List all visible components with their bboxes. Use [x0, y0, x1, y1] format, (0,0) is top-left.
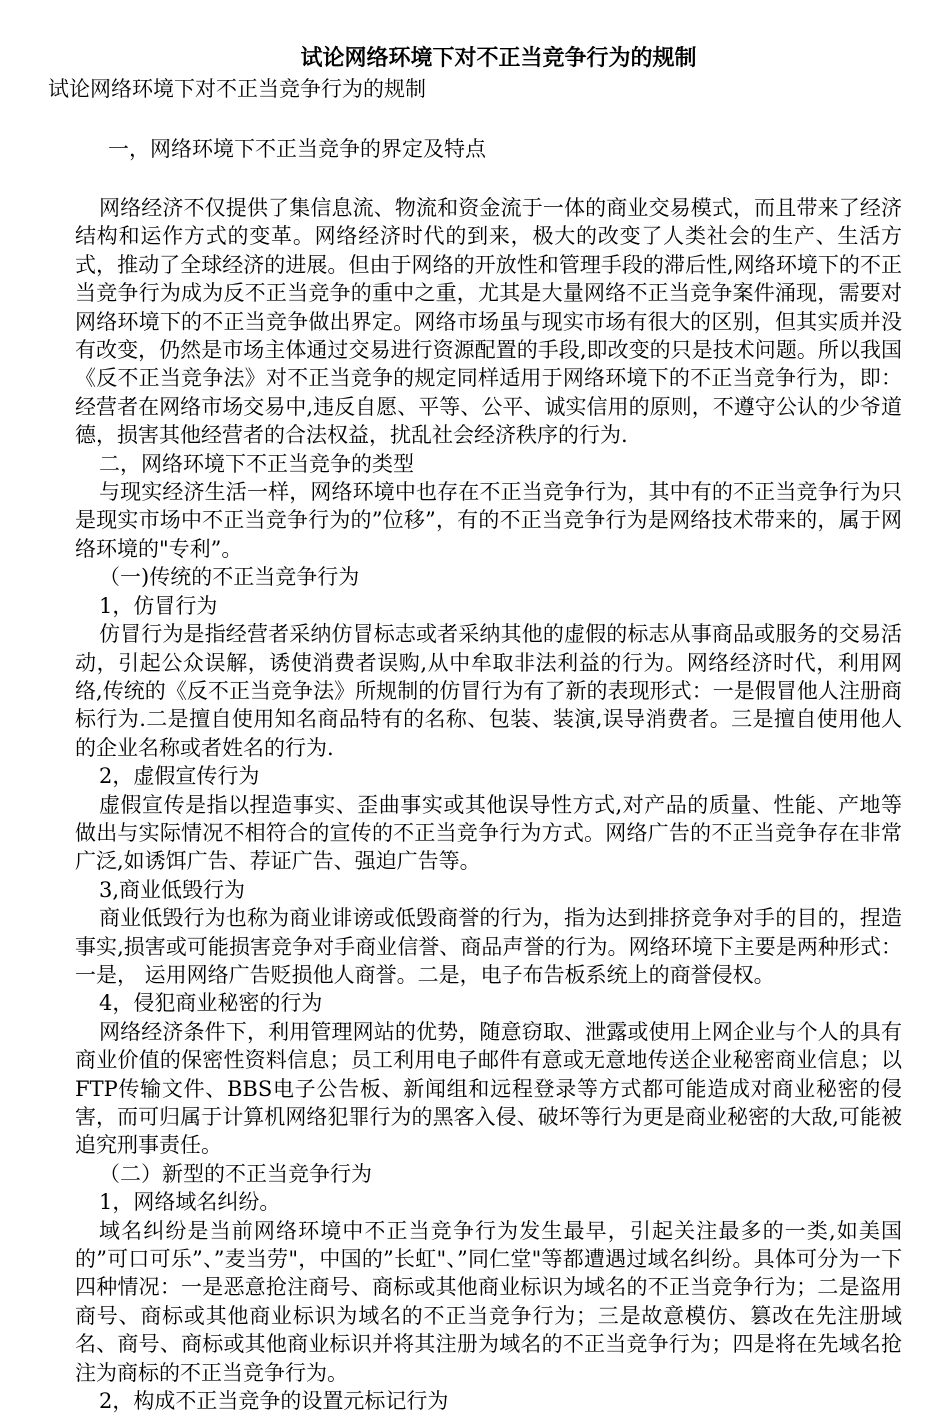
- subsection-heading-new-type: （二）新型的不正当竞争行为: [99, 1161, 372, 1186]
- blank-line: [75, 104, 902, 134]
- document-subtitle: 试论网络环境下对不正当竞争行为的规制: [48, 77, 426, 101]
- item-heading-false-advertising: 2，虚假宣传行为: [99, 764, 260, 789]
- paragraph-defamation: 商业低毁行为也称为商业诽谤或低毁商誉的行为，指为达到排挤竞争对手的目的，捏造事实,损害或可能损害竞争对手商业信誉、商品声誉的行为。网络环境下主要是两种形式：一是， 运用网络广告贬损他人商誉。二是，电子布告板系统上的商誉侵权。: [75, 906, 902, 987]
- paragraph-counterfeit: 仿冒行为是指经营者采纳仿冒标志或者采纳其他的虚假的标志从事商品或服务的交易活动，引起公众误解，诱使消费者误购,从中牟取非法利益的行为。网络经济时代，利用网络,传统的《反不正当竞争法》所规制的仿冒行为有了新的表现形式：一是假冒他人注册商标行为.二是擅自使用知名商品特有的名称、包装、装演,误导消费者。三是擅自使用他人的企业名称或者姓名的行为.: [75, 622, 902, 760]
- section-heading-1: 一，网络环境下不正当竞争的界定及特点: [108, 137, 486, 161]
- subsection-heading-traditional: （一)传统的不正当竞争行为: [99, 565, 360, 590]
- item-heading-defamation: 3,商业低毁行为: [99, 877, 246, 902]
- item-heading-counterfeit: 1，仿冒行为: [99, 593, 218, 618]
- item-heading-meta-tag: 2，构成不正当竞争的设置元标记行为: [99, 1389, 449, 1414]
- paragraph-definition: 网络经济不仅提供了集信息流、物流和资金流于一体的商业交易模式，而且带来了经济结构和运作方式的变革。网络经济时代的到来，极大的改变了人类社会的生产、生活方式，推动了全球经济的进展。但由于网络的开放性和管理手段的滞后性,网络环境下的不正当竞争行为成为反不正当竞争的重中之重，尤其是大量网络不正当竞争案件涌现，需要对网络环境下的不正当竞争做出界定。网络市场虽与现实市场有很大的区别，但其实质并没有改变，仍然是市场主体通过交易进行资源配置的手段,即改变的只是技术问题。所以我国《反不正当竞争法》对不正当竞争的规定同样适用于网络环境下的不正当竞争行为，即：经营者在网络市场交易中,违反自愿、平等、公平、诚实信用的原则，不遵守公认的少爷道德，损害其他经营者的合法权益，扰乱社会经济秩序的行为.: [75, 196, 902, 448]
- blank-line: [75, 164, 902, 194]
- section-heading-2: 二，网络环境下不正当竞争的类型: [99, 451, 414, 476]
- paragraph-false-advertising: 虚假宣传是指以捏造事实、歪曲事实或其他误导性方式,对产品的质量、性能、产地等做出与实际情况不相符合的宣传的不正当竞争行为方式。网络广告的不正当竞争存在非常广泛,如诱饵广告、荐证广告、强迫广告等。: [75, 792, 902, 874]
- paragraph-domain-dispute: 域名纠纷是当前网络环境中不正当竞争行为发生最早，引起关注最多的一类,如美国的”可口可乐”、”麦当劳"，中国的”长虹"、”同仁堂"等都遭遇过域名纠纷。具体可分为一下四种情况：一是恶意抢注商号、商标或其他商业标识为域名的不正当竞争行为；二是盗用商号、商标或其他商业标识为域名的不正当竞争行为；三是故意模仿、篡改在先注册域名、商号、商标或其他商业标识并将其注册为域名的不正当竞争行为；四是将在先域名抢注为商标的不正当竞争行为。: [75, 1218, 902, 1385]
- document-title: 试论网络环境下对不正当竞争行为的规制: [300, 46, 697, 71]
- item-heading-domain-dispute: 1，网络域名纠纷。: [99, 1190, 281, 1215]
- paragraph-types-intro: 与现实经济生活一样，网络环境中也存在不正当竞争行为，其中有的不正当竞争行为只是现实市场中不正当竞争行为的”位移”，有的不正当竞争行为是网络技术带来的，属于网络环境的"专利”。: [75, 480, 902, 561]
- item-heading-trade-secret: 4，侵犯商业秘密的行为: [99, 991, 323, 1016]
- paragraph-trade-secret: 网络经济条件下，利用管理网站的优势，随意窃取、泄露或使用上网企业与个人的具有商业价值的保密性资料信息；员工利用电子邮件有意或无意地传送企业秘密商业信息；以FTP传输文件、BBS电子公告板、新闻组和远程登录等方式都可能造成对商业秘密的侵害，而可归属于计算机网络犯罪行为的黑客入侵、破坏等行为更是商业秘密的大敌,可能被追究刑事责任。: [75, 1019, 902, 1158]
